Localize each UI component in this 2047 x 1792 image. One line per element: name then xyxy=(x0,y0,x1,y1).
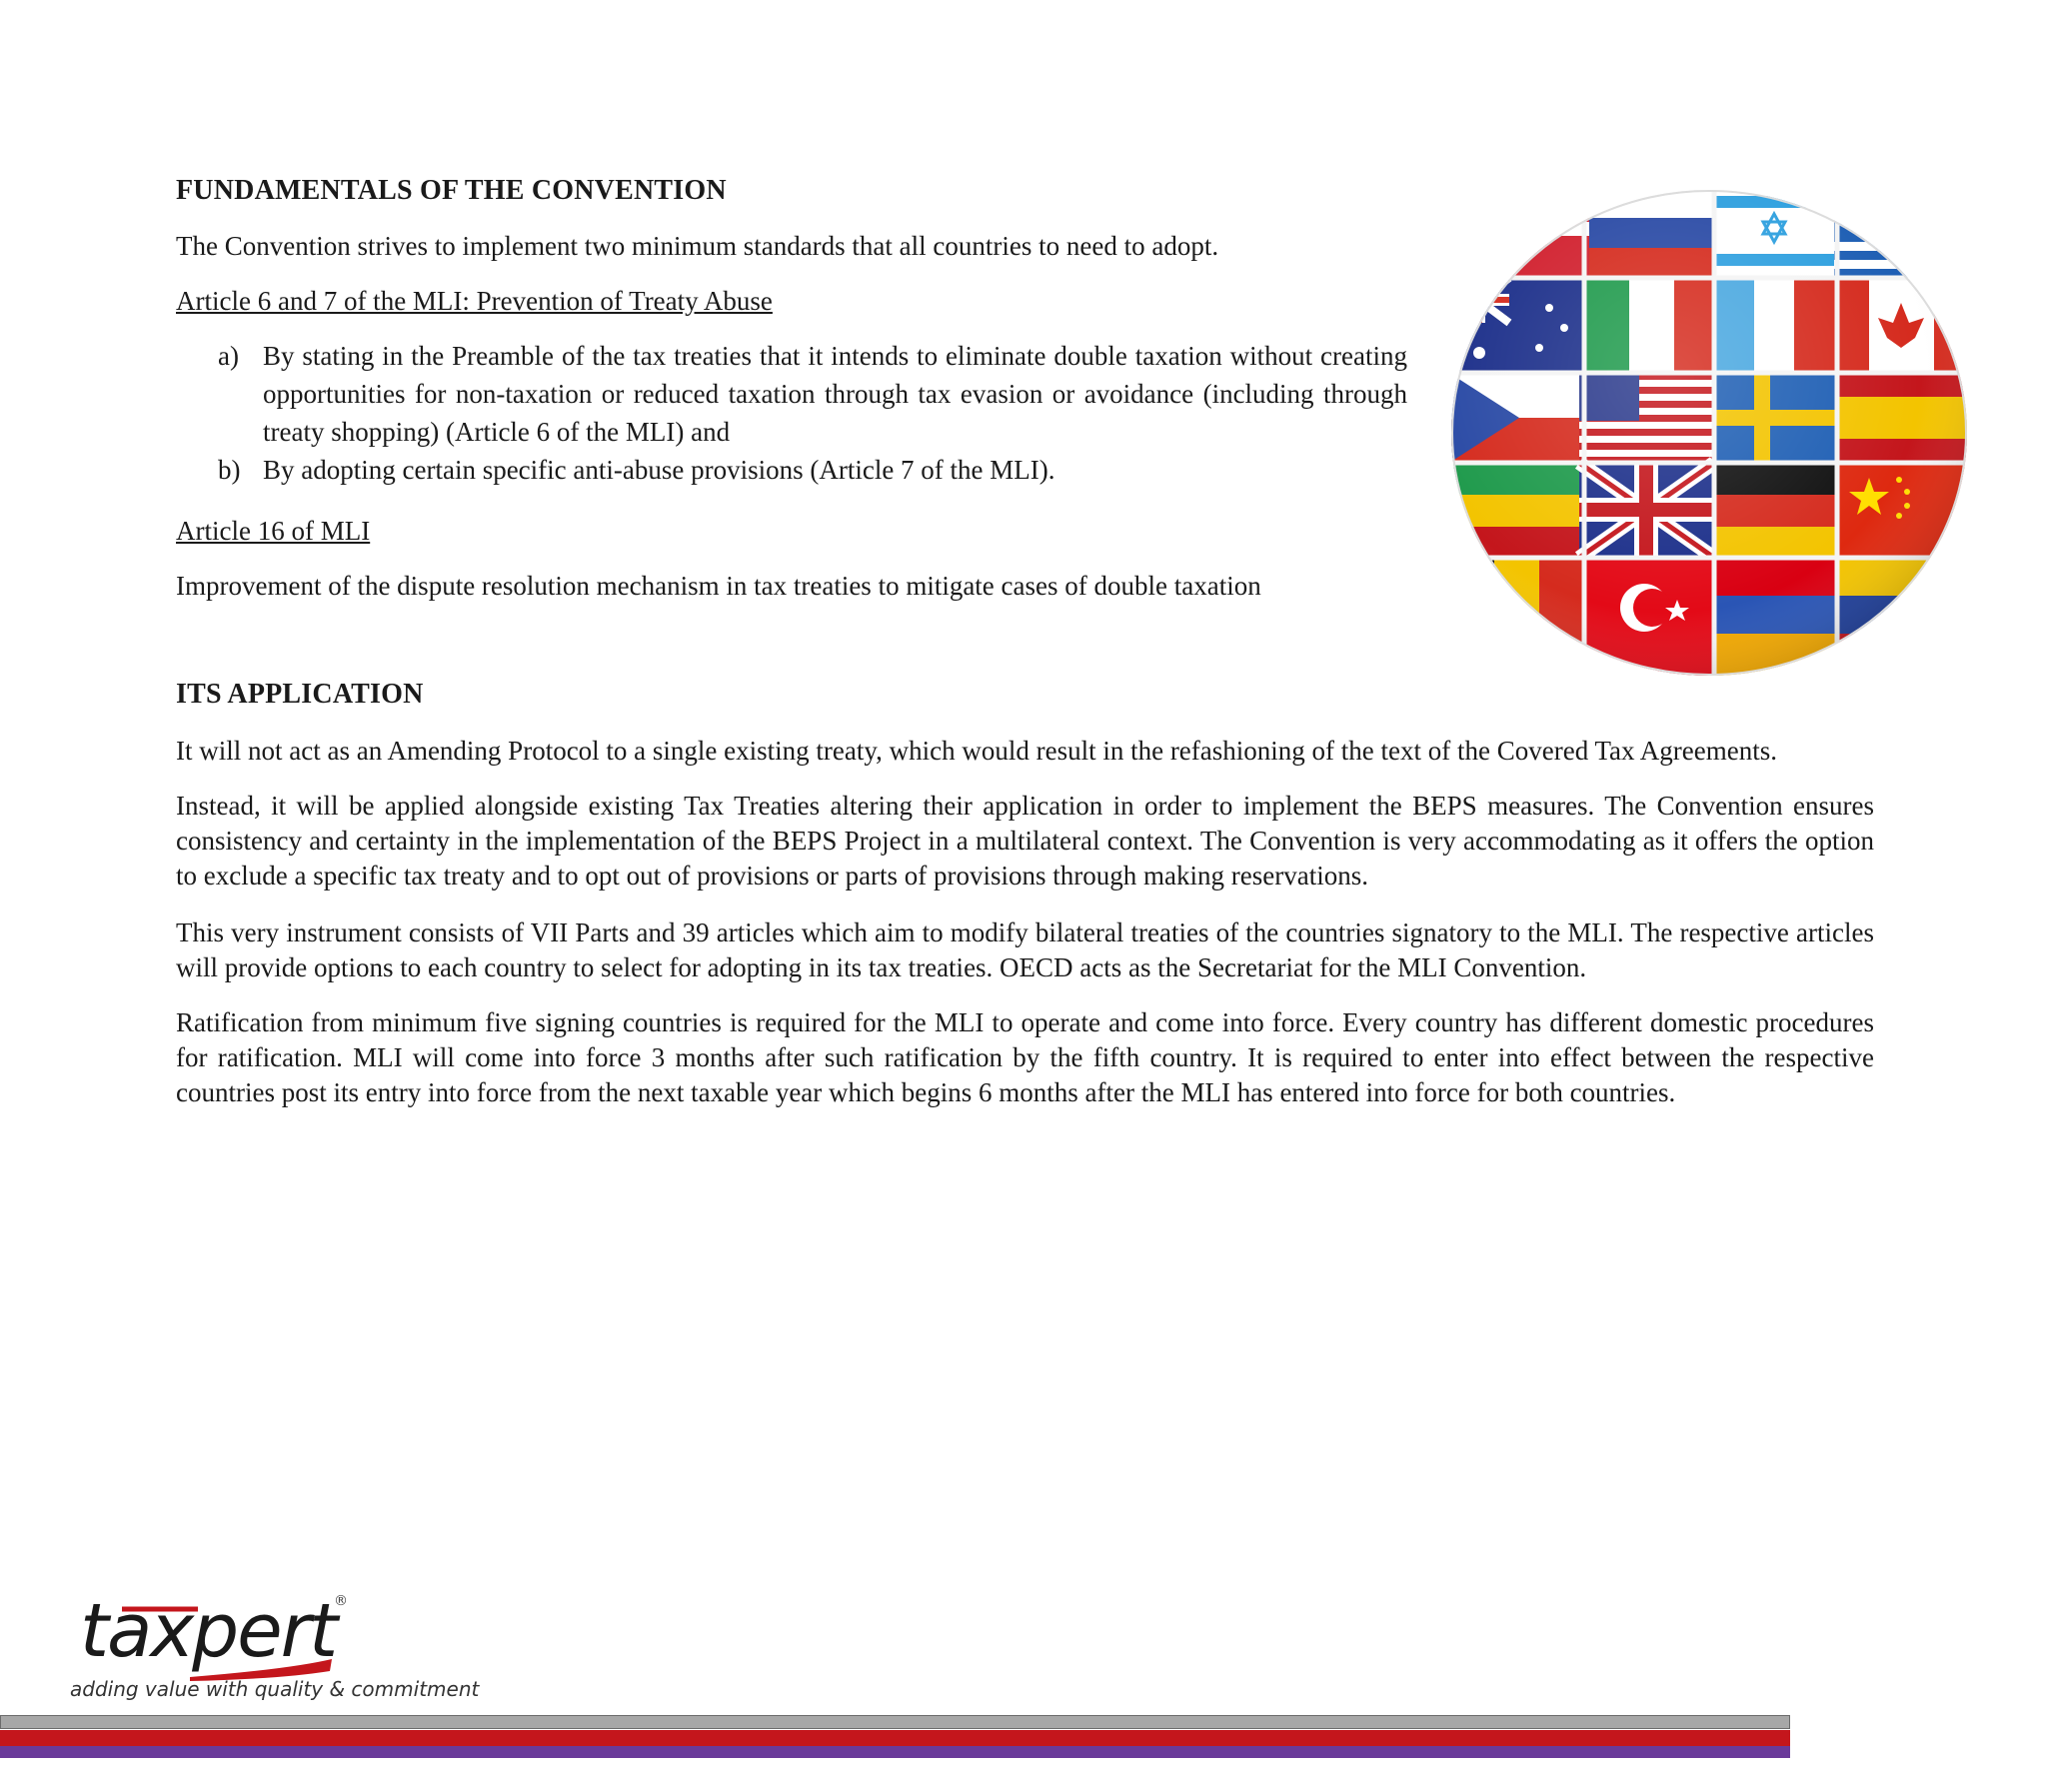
list-item-text: By stating in the Preamble of the tax treaties that it intends to eliminate double taxation without creating opportunities for non-taxation or reduced taxation through tax evasion or avoidance (including through treaty shopping) (Article 6 of the MLI) and xyxy=(263,341,1407,447)
list-item xyxy=(176,451,1407,489)
list-marker: a) xyxy=(218,341,239,371)
subheading-article-16: Article 16 of MLI xyxy=(176,516,371,546)
article-16-paragraph: Improvement of the dispute resolution mechanism in tax treaties to mitigate cases of double taxation xyxy=(176,571,1261,601)
flag-globe-image xyxy=(1449,188,1969,678)
taxpert-logo xyxy=(70,1588,480,1709)
registered-mark: ® xyxy=(334,1593,348,1609)
list-marker: b) xyxy=(218,455,241,485)
application-paragraph-1: It will not act as an Amending Protocol to a single existing treaty, which would result in the refashioning of the text of the Covered Tax Agreements. xyxy=(176,736,1778,766)
section-heading-fundamentals: FUNDAMENTALS OF THE CONVENTION xyxy=(176,175,727,206)
application-paragraph-2: Instead, it will be applied alongside existing Tax Treaties altering their application in order to implement the BEPS measures. The Convention ensures consistency and certainty in the implementation of the BEPS Project in a multilateral context. The Convention is very accommodating as it offers the option to exclude a specific tax treaty and to opt out of provisions or parts of provisions through making reservations. xyxy=(176,791,1874,891)
list-item xyxy=(176,337,1407,451)
logo-tagline: adding value with quality & commitment xyxy=(70,1677,480,1701)
footer-bar-red xyxy=(0,1730,1790,1746)
application-paragraph-3: This very instrument consists of VII Parts and 39 articles which aim to modify bilateral treaties of the countries signatory to the MLI. The respective articles will provide options to each country to select for adopting in its tax treaties. OECD acts as the Secretariat for the MLI Convention. xyxy=(176,917,1874,982)
list-item-text: By adopting certain specific anti-abuse provisions (Article 7 of the MLI). xyxy=(263,455,1055,485)
logo-wordmark: taxpert xyxy=(80,1588,337,1674)
intro-paragraph: The Convention strives to implement two minimum standards that all countries to need to adopt. xyxy=(176,231,1219,261)
footer-bar-gray xyxy=(0,1715,1790,1729)
subheading-article-6-7: Article 6 and 7 of the MLI: Prevention of Treaty Abuse xyxy=(176,286,773,316)
section-heading-application: ITS APPLICATION xyxy=(176,679,424,710)
application-paragraph-4: Ratification from minimum five signing countries is required for the MLI to operate and come into force. Every country has different domestic procedures for ratification. MLI will come into force 3 months after such ratification by the fifth country. It is required to enter into effect between the respective countries post its entry into force from the next taxable year which begins 6 months after the MLI has entered into force for both countries. xyxy=(176,1007,1874,1107)
footer-bar-purple xyxy=(0,1746,1790,1758)
treaty-abuse-list xyxy=(176,337,1407,489)
